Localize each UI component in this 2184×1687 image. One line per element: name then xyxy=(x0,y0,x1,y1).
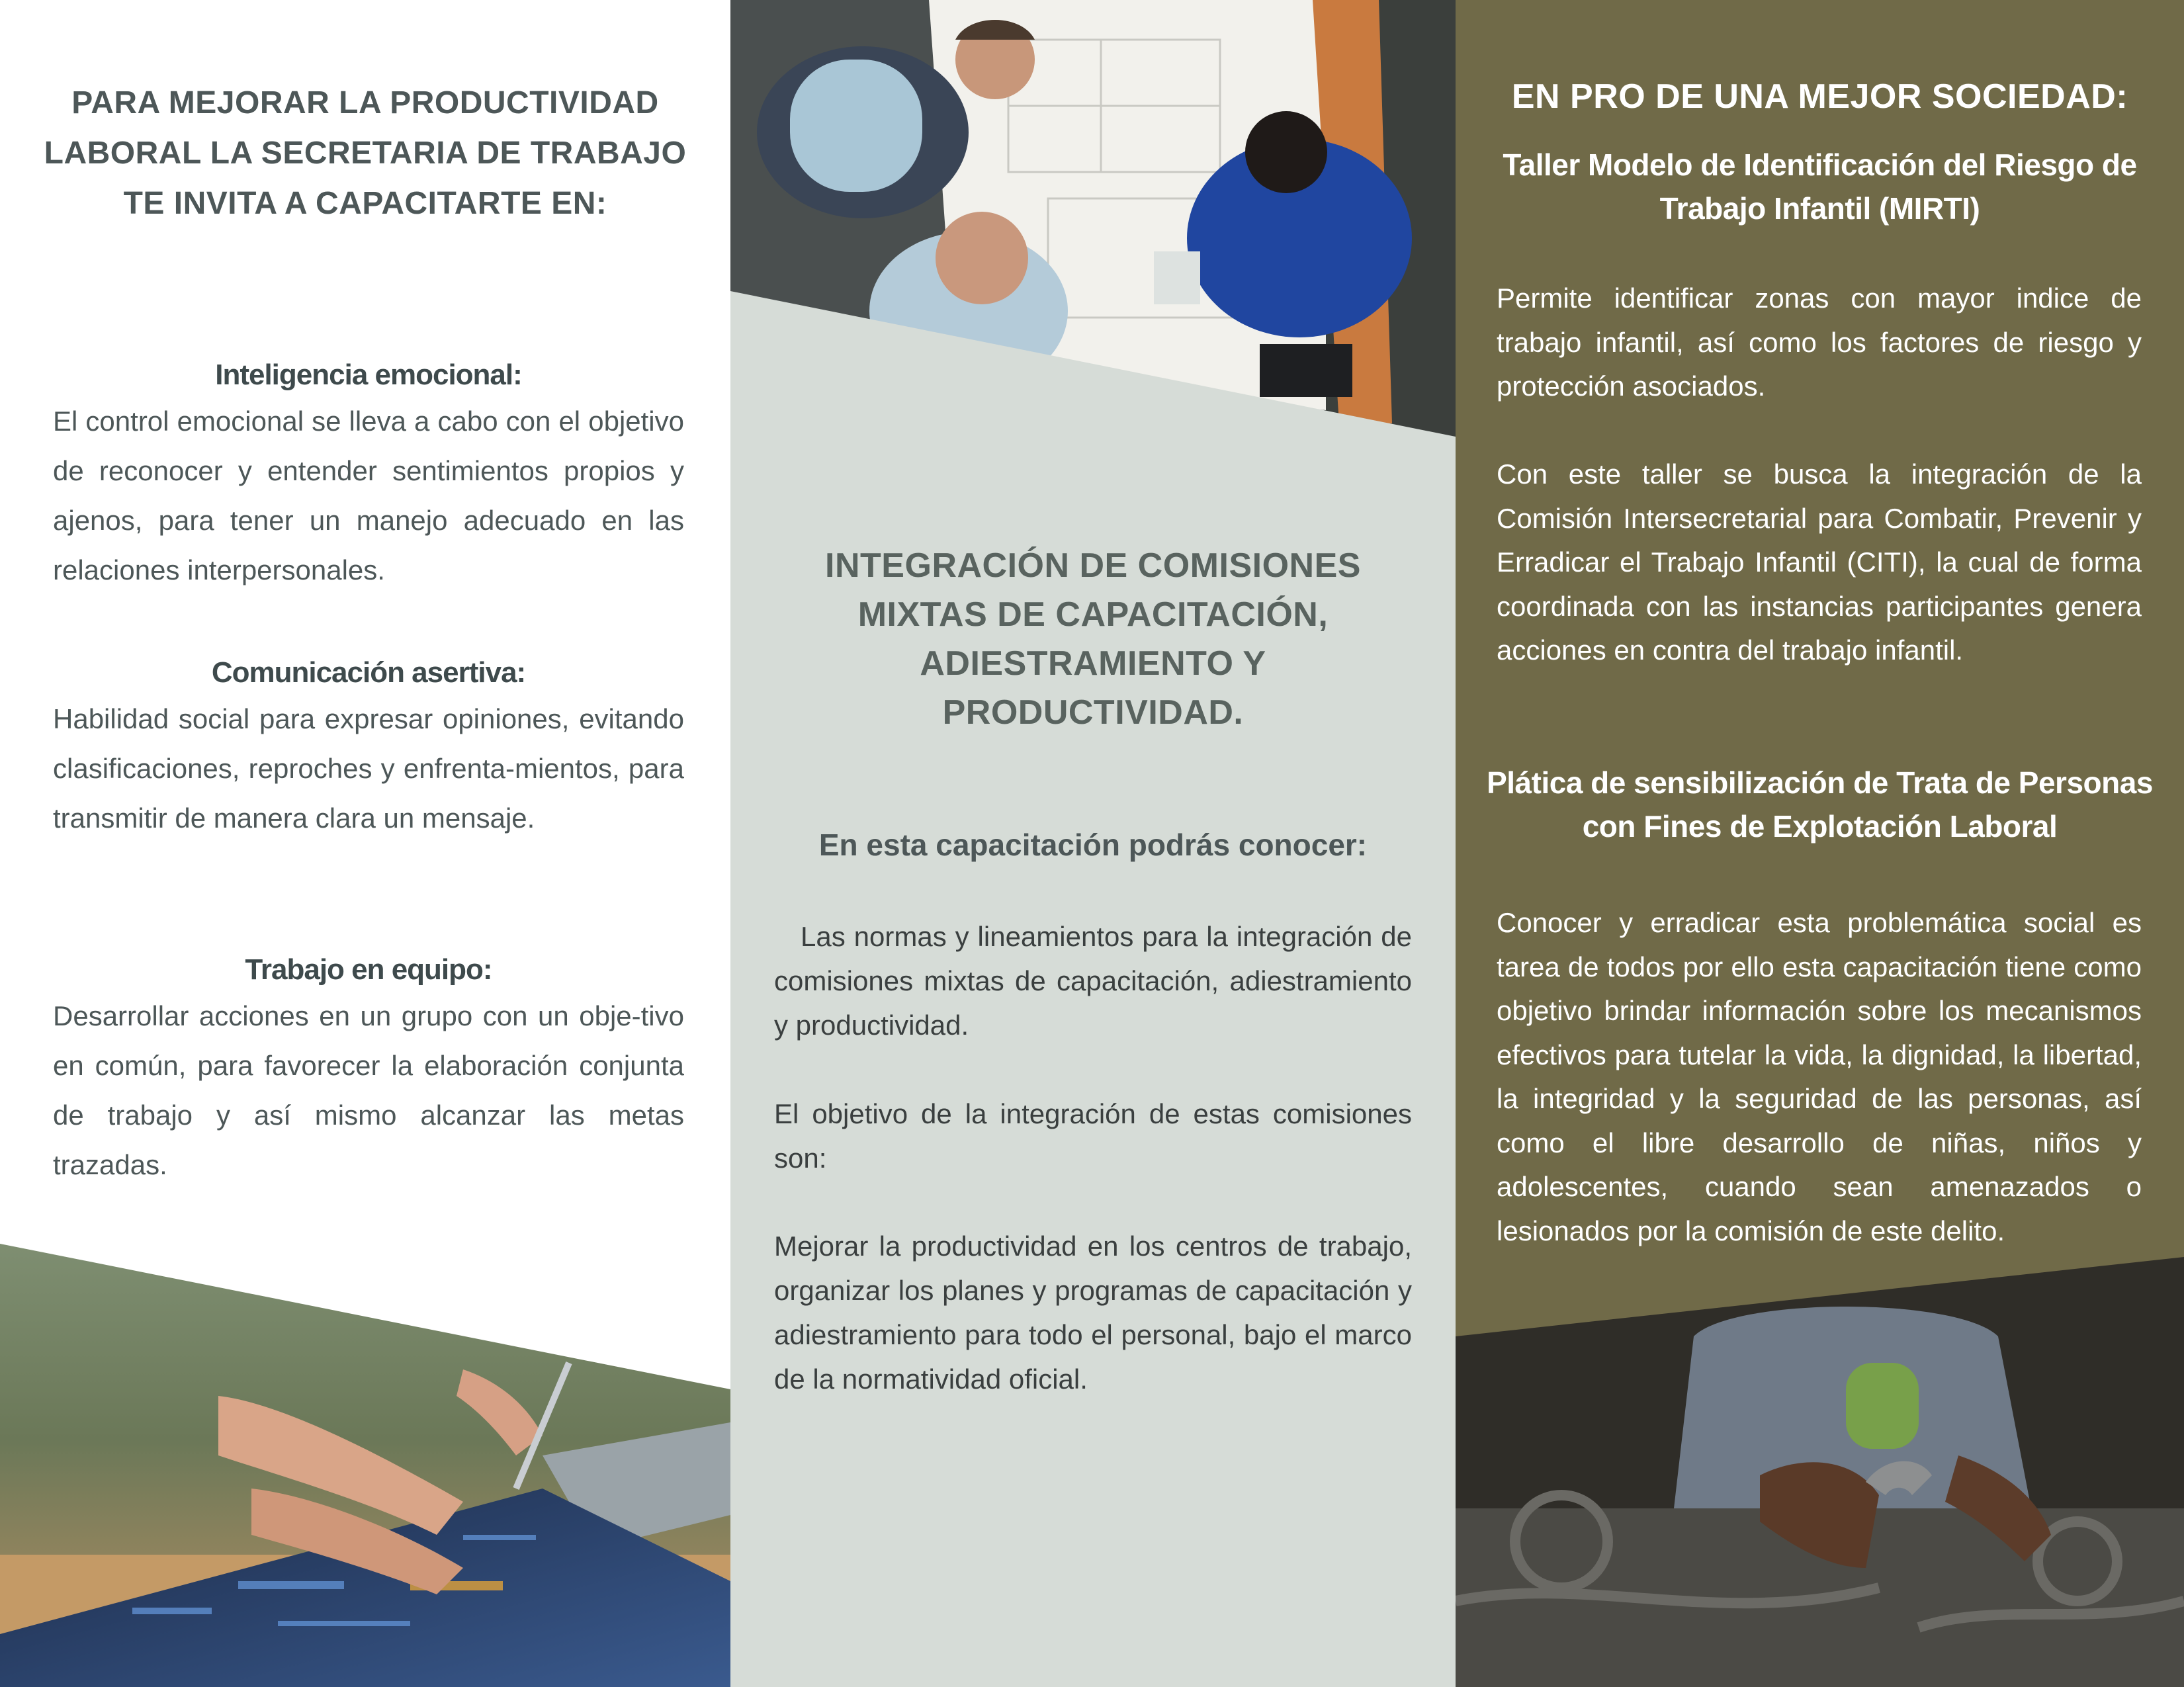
section-heading: Comunicación asertiva: xyxy=(211,656,526,689)
tablet-hands-photo xyxy=(0,1237,730,1687)
mirti-text-2: Con este taller se busca la integración de la Comisión Intersecretarial para Combatir, Prevenir y Erradicar el Trabajo Infantil (CITI), la cual de forma coordinada con las instancias participantes genera acciones en contra del trabajo infantil. xyxy=(1497,458,2142,666)
paragraph-text: El objetivo de la integración de estas comisiones son: xyxy=(774,1098,1412,1174)
section-text: El control emocional se lleva a cabo con el objetivo de reconocer y entender sentimientos propios y ajenos, para tener un manejo adecuado en las relaciones interpersonales. xyxy=(53,406,684,585)
mirti-text-1: Permite identificar zonas con mayor indice de trabajo infantil, así como los factores de riesgo y protección asociados. xyxy=(1497,282,2142,402)
office-meeting-photo xyxy=(730,0,1456,450)
middle-panel-subtitle: En esta capacitación podrás conocer: xyxy=(818,828,1368,862)
trata-heading: Plática de sensibilización de Trata de Personas con Fines de Explotación Laboral xyxy=(1487,765,2153,844)
paragraph-mejorar xyxy=(774,1224,1412,1401)
paragraph-text: Mejorar la productividad en los centros de trabajo, organizar los planes y programas de capacitación y adiestramiento para todo el personal, bajo el marco de la normatividad oficial. xyxy=(774,1231,1412,1395)
left-panel xyxy=(0,0,730,1687)
section-heading: Inteligencia emocional: xyxy=(215,359,522,391)
section-trabajo-en-equipo xyxy=(53,949,684,1190)
section-text: Habilidad social para expresar opiniones, evitando clasificaciones, reproches y enfrenta-mientos, para transmitir de manera clara un mensaje. xyxy=(53,703,684,834)
right-panel xyxy=(1456,0,2184,1687)
middle-panel xyxy=(730,0,1456,1687)
middle-panel-title: INTEGRACIÓN DE COMISIONES MIXTAS DE CAPACITACIÓN, ADIESTRAMIENTO Y PRODUCTIVIDAD. xyxy=(825,546,1361,732)
trata-text: Conocer y erradicar esta problemática social es tarea de todos por ello esta capacitación tiene como objetivo brindar información sobre los mecanismos efectivos para tutelar la vida, la dignidad, la libertad, la integridad y la seguridad de las personas, así como el libre desarrollo de niñas, niños y adolescentes, cuando sean amenazados o lesionados por la comisión de este delito. xyxy=(1497,907,2142,1246)
right-panel-title: EN PRO DE UNA MEJOR SOCIEDAD: xyxy=(1511,77,2128,116)
section-text: Desarrollar acciones en un grupo con un obje-tivo en común, para favorecer la elaboración conjunta de trabajo y así mismo alcanzar las metas trazadas. xyxy=(53,1000,684,1180)
section-heading: Trabajo en equipo: xyxy=(245,953,492,986)
paragraph-normas xyxy=(774,914,1412,1047)
left-panel-title: PARA MEJORAR LA PRODUCTIVIDAD LABORAL LA SECRETARIA DE TRABAJO TE INVITA A CAPACITARTE EN: xyxy=(44,85,687,221)
paragraph-text: Las normas y lineamientos para la integración de comisiones mixtas de capacitación, adiestramiento y productividad. xyxy=(774,921,1412,1041)
mirti-heading: Taller Modelo de Identificación del Riesgo de Trabajo Infantil (MIRTI) xyxy=(1503,148,2137,226)
section-inteligencia-emocional xyxy=(53,354,684,595)
paragraph-objetivo xyxy=(774,1092,1412,1180)
section-comunicacion-asertiva xyxy=(53,652,684,843)
child-worker-photo xyxy=(1456,1257,2184,1687)
